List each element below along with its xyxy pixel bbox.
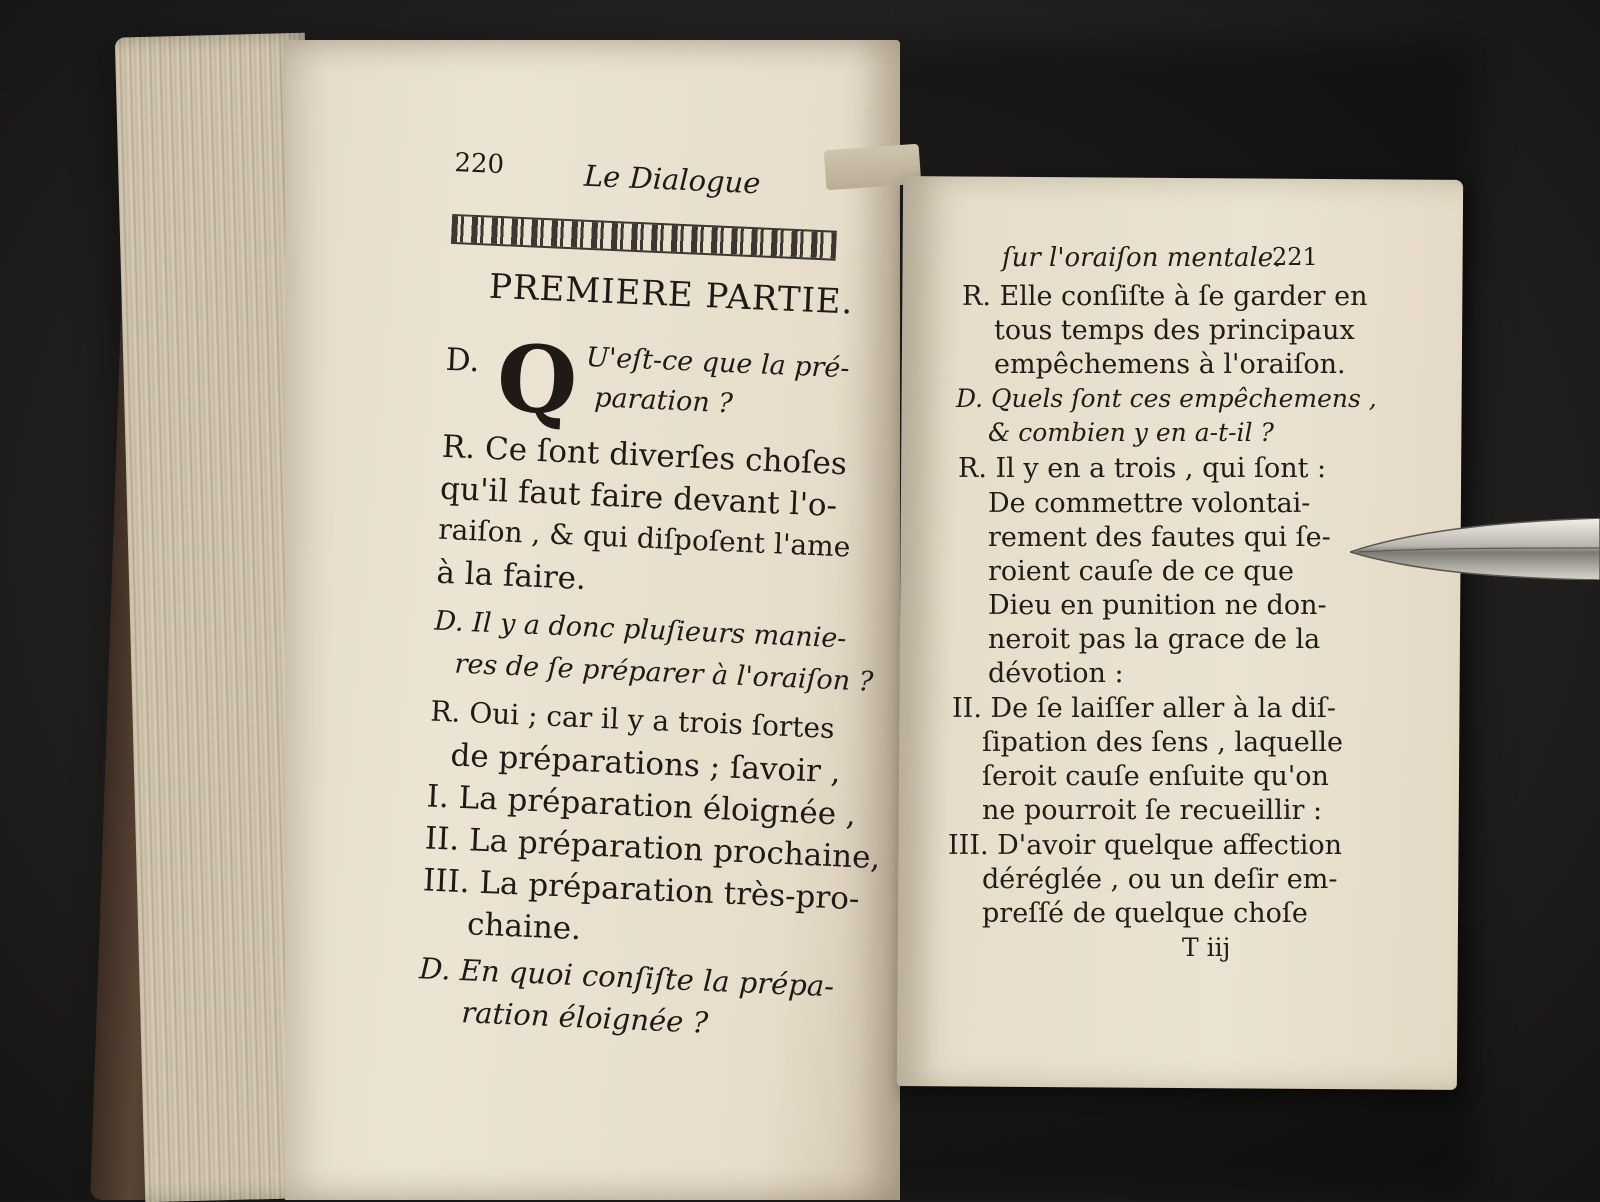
right-page-text xyxy=(948,243,1377,975)
text-line: dévotion : xyxy=(988,658,1124,689)
text-line: D. Quels ſont ces empêchemens , xyxy=(956,384,1377,413)
text-line: III. La préparation très-pro- xyxy=(422,862,861,918)
left-page-number: 220 xyxy=(453,148,505,181)
text-line: D. Il y a donc pluſieurs manie- xyxy=(433,605,848,655)
text-line: déréglée , ou un deſir em- xyxy=(982,864,1338,895)
text-line: empêchemens à l'oraiſon. xyxy=(994,349,1346,380)
left-running-head: Le Dialogue xyxy=(583,158,762,201)
text-line: III. D'avoir quelque affection xyxy=(948,830,1342,861)
text-line: paration ? xyxy=(593,382,734,420)
drop-cap: Q xyxy=(494,324,580,436)
text-line: II. La préparation prochaine, xyxy=(424,820,882,877)
text-line: & combien y en a-t-il ? xyxy=(988,418,1274,447)
letter-opener-icon xyxy=(1350,518,1600,580)
text-line: res de ſe préparer à l'oraiſon ? xyxy=(453,648,874,698)
text-line: R. Ce ſont diverſes choſes xyxy=(441,428,848,483)
section-title: PREMIERE PARTIE. xyxy=(488,266,855,323)
text-line: raiſon , & qui diſpoſent l'ame xyxy=(437,512,852,564)
text-line: rement des fautes qui ſe- xyxy=(988,522,1331,553)
signature-mark: T iij xyxy=(1182,933,1231,962)
right-page-number: 221 xyxy=(1272,243,1318,271)
text-line: qu'il faut faire devant l'o- xyxy=(439,470,838,524)
text-line: D. xyxy=(445,341,481,380)
text-line: De commettre volontai- xyxy=(988,488,1311,519)
text-line: ration éloignée ? xyxy=(460,995,709,1040)
text-line: R. Il y en a trois , qui ſont : xyxy=(958,453,1327,484)
text-line: de préparations ; ſavoir , xyxy=(449,737,842,791)
text-line: R. Elle conſiſte à ſe garder en xyxy=(962,281,1368,312)
left-page-text xyxy=(416,150,885,1068)
text-line: à la faire. xyxy=(435,554,587,598)
right-running-head: ſur l'oraiſon mentale. xyxy=(1002,243,1282,273)
text-line: ſeroit cauſe enſuite qu'on xyxy=(982,761,1329,792)
text-line: II. De ſe laiſſer aller à la diſ- xyxy=(952,693,1336,724)
text-line: roient cauſe de ce que xyxy=(988,556,1294,587)
text-line: D. En quoi conſiſte la prépa- xyxy=(418,951,835,1004)
text-line: preſſé de quelque choſe xyxy=(982,898,1308,929)
text-line: chaine. xyxy=(466,906,582,948)
text-line: ſipation des ſens , laquelle xyxy=(982,727,1344,758)
text-line: Dieu en punition ne don- xyxy=(988,590,1327,621)
text-line: R. Oui ; car il y a trois ſortes xyxy=(429,694,836,746)
text-line: I. La préparation éloignée , xyxy=(425,778,857,834)
text-line: ne pourroit ſe recueillir : xyxy=(982,795,1323,826)
text-line: U'eſt-ce que la pré- xyxy=(585,341,851,385)
ornamental-band xyxy=(451,214,837,261)
text-line: neroit pas la grace de la xyxy=(988,624,1321,655)
text-line: tous temps des principaux xyxy=(994,315,1355,346)
